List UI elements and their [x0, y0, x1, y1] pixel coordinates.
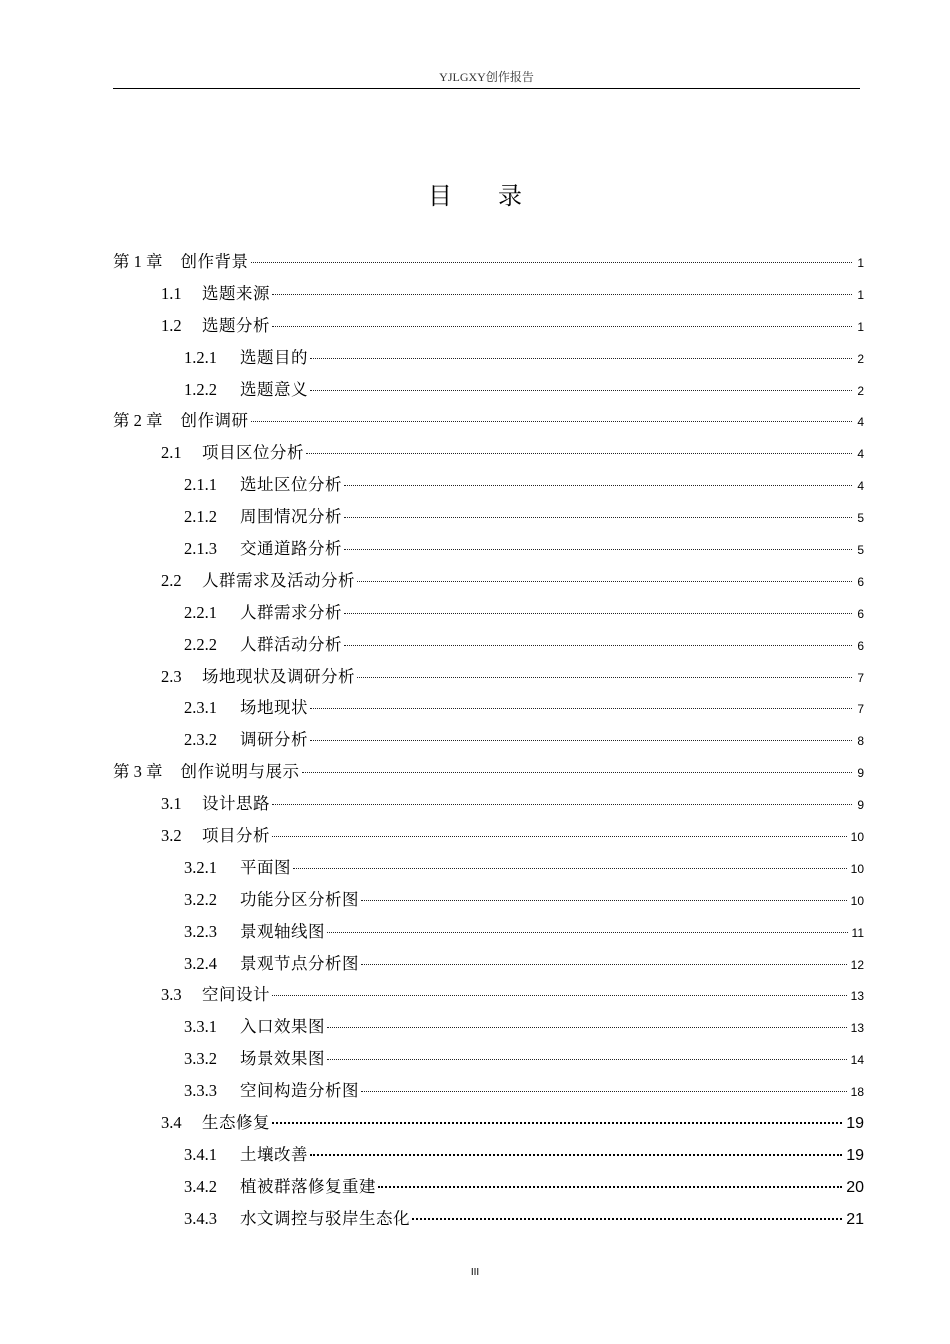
toc-entry-title: 创作调研 — [180, 411, 249, 431]
toc-entry-page: 1 — [857, 256, 864, 270]
toc-entry-number: 3.3 — [161, 985, 182, 1005]
toc-dot-leader — [361, 1091, 847, 1092]
toc-entry[interactable] — [0, 688, 950, 720]
toc-entry-number: 3.2.1 — [184, 857, 217, 877]
toc-entry-title: 人群需求分析 — [240, 602, 342, 622]
toc-entry-title: 场地现状及调研分析 — [202, 666, 355, 686]
toc-entry-title: 创作说明与展示 — [180, 762, 300, 782]
toc-dot-leader — [327, 1059, 847, 1060]
toc-entry[interactable] — [0, 912, 950, 944]
toc-entry-title: 设计思路 — [202, 794, 270, 814]
toc-entry-title: 创作背景 — [180, 252, 249, 271]
toc-entry-number: 2.3 — [161, 666, 182, 686]
toc-entry-title: 选题意义 — [240, 379, 308, 399]
toc-entry-page: 5 — [857, 511, 864, 526]
toc-entry-number: 3.2 — [161, 826, 182, 846]
toc-entry-title: 空间设计 — [202, 985, 270, 1005]
toc-entry[interactable] — [0, 274, 950, 306]
toc-entry-number: 1.2 — [161, 315, 182, 335]
toc-entry-page: 14 — [850, 1053, 864, 1068]
toc-entry[interactable] — [0, 370, 950, 402]
toc-entry-page: 21 — [846, 1210, 864, 1228]
toc-entry-number: 2.2.1 — [184, 602, 217, 622]
toc-dot-leader — [327, 1027, 847, 1028]
toc-entry[interactable] — [0, 944, 950, 976]
toc-entry-number: 3.2.2 — [184, 889, 217, 909]
toc-dot-leader — [310, 390, 852, 391]
toc-entry-title: 人群需求及活动分析 — [202, 570, 355, 590]
toc-entry-number: 3.3.3 — [184, 1081, 217, 1101]
toc-dot-leader — [306, 453, 852, 454]
toc-entry-number: 3.3.1 — [184, 1017, 217, 1037]
toc-entry[interactable] — [0, 784, 950, 816]
toc-entry-number: 2.1.2 — [184, 507, 217, 527]
toc-dot-leader — [344, 645, 852, 646]
toc-entry[interactable] — [0, 1103, 950, 1135]
toc-entry-number: 2.1 — [161, 443, 182, 463]
page-number: III — [470, 1267, 480, 1278]
toc-entry-title: 项目分析 — [202, 826, 270, 846]
toc-entry-title: 入口效果图 — [240, 1017, 325, 1037]
toc-entry-number: 2.2 — [161, 570, 182, 590]
toc-dot-leader — [344, 517, 852, 518]
toc-entry-title: 功能分区分析图 — [240, 889, 359, 909]
toc-dot-leader — [344, 485, 852, 486]
toc-dot-leader — [310, 740, 852, 741]
toc-entry-page: 8 — [857, 734, 864, 749]
toc-entry-title: 景观轴线图 — [240, 921, 325, 941]
toc-entry-number: 3.3.2 — [184, 1049, 217, 1069]
toc-entry-page: 6 — [857, 638, 864, 653]
toc-entry-number: 2.2.2 — [184, 634, 217, 654]
toc-dot-leader — [293, 868, 847, 869]
toc-entry-number: 3.2.3 — [184, 921, 217, 941]
toc-entry[interactable] — [0, 1071, 950, 1103]
toc-entry[interactable] — [0, 306, 950, 338]
toc-entry-title: 土壤改善 — [240, 1144, 308, 1164]
toc-entry-page: 7 — [857, 702, 864, 717]
toc-entry-title: 项目区位分析 — [202, 443, 304, 463]
toc-entry-number: 第 2 章 — [113, 411, 163, 431]
toc-dot-leader — [378, 1186, 842, 1188]
toc-entry-number: 3.4.3 — [184, 1208, 217, 1228]
toc-entry-page: 10 — [850, 861, 864, 876]
running-header: YJLGXY创作报告 — [439, 70, 534, 84]
toc-dot-leader — [272, 326, 852, 327]
toc-entry-page: 1 — [857, 287, 864, 302]
toc-dot-leader — [272, 294, 852, 295]
toc-entry[interactable] — [0, 880, 950, 912]
toc-dot-leader — [412, 1218, 842, 1220]
toc-entry-title: 生态修复 — [202, 1113, 270, 1133]
toc-entry-number: 3.4.2 — [184, 1176, 217, 1196]
toc-entry-title: 水文调控与驳岸生态化 — [240, 1208, 410, 1228]
toc-entry-page: 10 — [850, 830, 864, 845]
toc-dot-leader — [302, 772, 853, 773]
toc-entry-page: 5 — [857, 543, 864, 558]
toc-entry-title: 调研分析 — [240, 730, 308, 750]
toc-entry-page: 2 — [857, 383, 864, 398]
toc-dot-leader — [310, 708, 852, 709]
toc-entry-title: 平面图 — [240, 857, 291, 877]
toc-entry[interactable] — [0, 465, 950, 497]
toc-dot-leader — [361, 964, 847, 965]
toc-entry-page: 6 — [857, 606, 864, 621]
toc-dot-leader — [251, 421, 853, 422]
toc-entry-title: 场地现状 — [240, 698, 308, 718]
toc-entry[interactable] — [0, 625, 950, 657]
toc-entry-title: 空间构造分析图 — [240, 1081, 359, 1101]
toc-entry[interactable] — [0, 816, 950, 848]
toc-entry[interactable] — [0, 1007, 950, 1039]
toc-entry[interactable] — [0, 720, 950, 752]
toc-entry-page: 19 — [846, 1146, 864, 1164]
toc-entry-number: 3.1 — [161, 794, 182, 814]
toc-entry-page: 4 — [857, 415, 864, 430]
toc-entry-number: 2.1.1 — [184, 475, 217, 495]
toc-entry-page: 20 — [846, 1178, 864, 1196]
toc-entry[interactable] — [0, 338, 950, 370]
toc-entry[interactable] — [0, 1167, 950, 1199]
toc-dot-leader — [344, 549, 852, 550]
toc-entry-title: 植被群落修复重建 — [240, 1176, 376, 1196]
toc-dot-leader — [272, 995, 847, 996]
header-rule — [113, 88, 860, 89]
toc-entry-title: 交通道路分析 — [240, 539, 342, 559]
toc-dot-leader — [357, 677, 852, 678]
toc-entry[interactable] — [0, 975, 950, 1007]
toc-entry-page: 7 — [857, 670, 864, 685]
toc-entry-number: 2.3.1 — [184, 698, 217, 718]
toc-entry[interactable] — [0, 752, 950, 784]
toc-entry-page: 18 — [850, 1085, 864, 1100]
toc-dot-leader — [310, 358, 852, 359]
toc-entry-page: 13 — [850, 989, 864, 1004]
toc-entry-page: 10 — [850, 893, 864, 908]
toc-entry-number: 1.1 — [161, 283, 182, 303]
toc-dot-leader — [272, 804, 852, 805]
toc-entry[interactable] — [0, 561, 950, 593]
toc-dot-leader — [251, 262, 853, 263]
toc-dot-leader — [344, 613, 852, 614]
toc-entry-title: 人群活动分析 — [240, 634, 342, 654]
toc-dot-leader — [327, 932, 848, 933]
toc-entry[interactable] — [0, 401, 950, 433]
toc-title: 目录 — [428, 182, 568, 210]
toc-entry-page: 6 — [857, 574, 864, 589]
table-of-contents — [0, 242, 950, 1231]
toc-entry[interactable] — [0, 242, 950, 274]
toc-entry[interactable] — [0, 593, 950, 625]
toc-entry-page: 9 — [857, 798, 864, 813]
toc-dot-leader — [310, 1154, 842, 1156]
toc-entry-title: 选题目的 — [240, 347, 308, 367]
toc-entry-number: 3.2.4 — [184, 953, 217, 973]
toc-entry-page: 9 — [857, 766, 864, 781]
toc-entry-title: 景观节点分析图 — [240, 953, 359, 973]
toc-entry-page: 4 — [857, 447, 864, 462]
toc-entry-number: 3.4.1 — [184, 1144, 217, 1164]
toc-entry-page: 11 — [851, 925, 864, 940]
toc-entry-page: 19 — [846, 1115, 864, 1133]
toc-entry[interactable] — [0, 657, 950, 689]
toc-entry[interactable] — [0, 1199, 950, 1231]
toc-entry-number: 1.2.1 — [184, 347, 217, 367]
toc-entry[interactable] — [0, 1039, 950, 1071]
toc-entry-number: 2.1.3 — [184, 539, 217, 559]
toc-dot-leader — [361, 900, 847, 901]
toc-entry-title: 选址区位分析 — [240, 475, 342, 495]
toc-entry-page: 2 — [857, 351, 864, 366]
toc-entry-number: 2.3.2 — [184, 730, 217, 750]
toc-entry-title: 周围情况分析 — [240, 507, 342, 527]
toc-entry[interactable] — [0, 848, 950, 880]
toc-entry-page: 1 — [857, 319, 864, 334]
toc-entry-page: 13 — [850, 1021, 864, 1036]
toc-entry-number: 1.2.2 — [184, 379, 217, 399]
toc-entry-title: 选题分析 — [202, 315, 270, 335]
toc-entry-title: 场景效果图 — [240, 1049, 325, 1069]
toc-entry-title: 选题来源 — [202, 283, 270, 303]
toc-dot-leader — [272, 836, 847, 837]
toc-dot-leader — [272, 1122, 842, 1124]
toc-entry[interactable] — [0, 1135, 950, 1167]
toc-entry[interactable] — [0, 497, 950, 529]
toc-entry-number: 第 1 章 — [113, 252, 163, 271]
toc-entry-page: 12 — [850, 957, 864, 972]
toc-entry[interactable] — [0, 529, 950, 561]
toc-dot-leader — [357, 581, 852, 582]
toc-entry-number: 3.4 — [161, 1113, 182, 1133]
toc-entry-number: 第 3 章 — [113, 762, 163, 782]
toc-entry[interactable] — [0, 433, 950, 465]
toc-entry-page: 4 — [857, 479, 864, 494]
